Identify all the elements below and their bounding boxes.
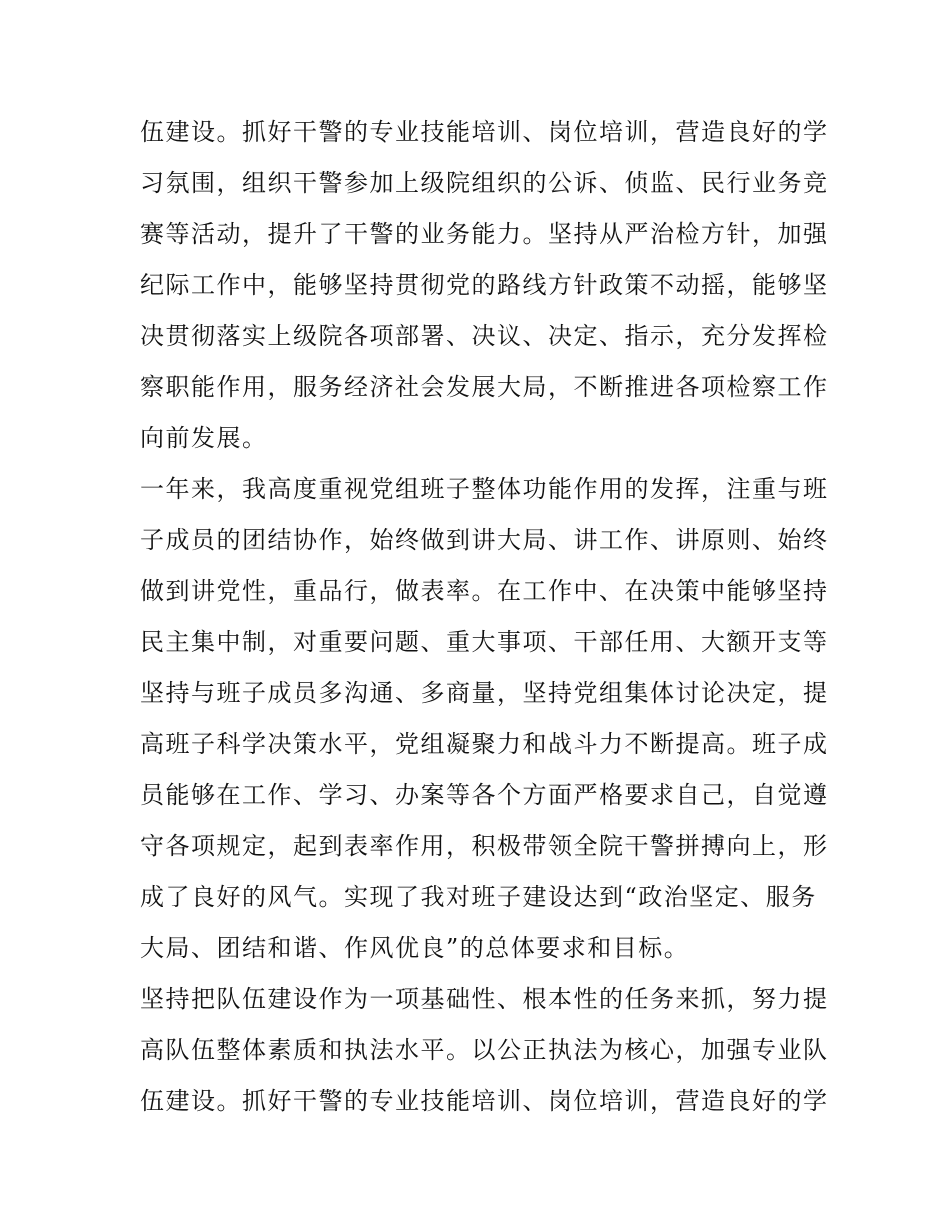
text-line: 做到讲党性，重品行，做表率。在工作中、在决策中能够坚持 — [140, 577, 829, 605]
text-line: 向前发展。 — [140, 424, 268, 452]
text-line: 民主集中制，对重要问题、重大事项、干部任用、大额开支等 — [140, 628, 829, 656]
text-line: 高队伍整体素质和执法水平。以公正执法为核心，加强专业队 — [140, 1036, 829, 1064]
text-line: 守各项规定，起到表率作用，积极带领全院干警拼搏向上，形 — [140, 832, 829, 860]
text-line: 纪际工作中，能够坚持贯彻党的路线方针政策不动摇，能够坚 — [140, 271, 829, 299]
text-line: 伍建设。抓好干警的专业技能培训、岗位培训，营造良好的学 — [140, 1087, 829, 1115]
text-line: 大局、团结和谐、作风优良”的总体要求和目标。 — [140, 934, 690, 962]
text-line: 决贯彻落实上级院各项部署、决议、决定、指示，充分发挥检 — [140, 322, 829, 350]
text-line: 成了良好的风气。实现了我对班子建设达到“政治坚定、服务 — [140, 883, 817, 911]
text-line: 察职能作用，服务经济社会发展大局，不断推进各项检察工作 — [140, 373, 829, 401]
text-line: 坚持把队伍建设作为一项基础性、根本性的任务来抓，努力提 — [140, 985, 829, 1013]
text-line: 一年来，我高度重视党组班子整体功能作用的发挥，注重与班 — [140, 475, 829, 503]
text-line: 子成员的团结协作，始终做到讲大局、讲工作、讲原则、始终 — [140, 526, 829, 554]
text-line: 伍建设。抓好干警的专业技能培训、岗位培训，营造良好的学 — [140, 118, 829, 146]
text-line: 习氛围，组织干警参加上级院组织的公诉、侦监、民行业务竞 — [140, 169, 829, 197]
text-line: 坚持与班子成员多沟通、多商量，坚持党组集体讨论决定，提 — [140, 679, 829, 707]
text-line: 高班子科学决策水平，党组凝聚力和战斗力不断提高。班子成 — [140, 730, 829, 758]
document-body — [140, 107, 830, 1127]
text-line: 赛等活动，提升了干警的业务能力。坚持从严治检方针，加强 — [140, 220, 829, 248]
text-line: 员能够在工作、学习、办案等各个方面严格要求自己，自觉遵 — [140, 781, 829, 809]
